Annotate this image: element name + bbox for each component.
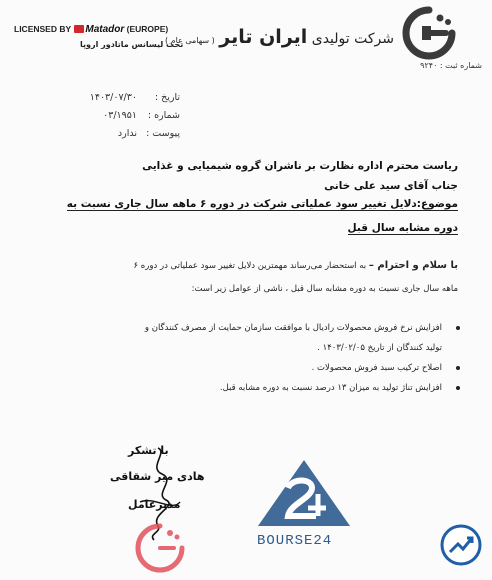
bullet-icon: [456, 326, 460, 330]
attachment-value: ندارد: [117, 128, 137, 139]
license-prefix: LICENSED BY: [14, 24, 71, 34]
body-line-2: ماهه سال جاری نسبت به دوره مشابه سال قبل ، ناشی از عوامل زیر است:: [191, 284, 458, 294]
bullet-icon: [456, 366, 460, 370]
number-label: شماره :: [147, 110, 180, 121]
bullet-icon: [456, 386, 460, 390]
attachment-row: [118, 128, 180, 139]
list-item-text: افزایش نرخ فروش محصولات رادیال با موافقت سازمان حمایت از مصرف کنندگان و: [144, 323, 442, 333]
list-item: [145, 378, 442, 398]
attachment-label: پیوست :: [146, 128, 180, 139]
signature-title: مدیرعامل: [128, 498, 181, 511]
addressee-line-1: ریاست محترم اداره نظارت بر ناشران گروه شیمیایی و غذایی: [142, 160, 458, 172]
watermark-text: BOURSE24: [257, 533, 333, 549]
number-row: [103, 110, 180, 121]
subject-text-1: موضوع:دلایل تغییر سود عملیاتی شرکت در دوره ۶ ماهه سال جاری نسبت به: [66, 198, 458, 210]
body-text-1: به استحضار می‌رساند مهمترین دلایل تغییر سود عملیاتی در دوره ۶: [133, 261, 367, 271]
license-region: (EUROPE): [126, 24, 169, 34]
signature-thanks: با تشکر: [128, 444, 169, 457]
license-persian: تحت لیسانس ماتادور اروپا: [80, 40, 184, 49]
company-prefix: شرکت تولیدی: [311, 31, 394, 47]
number-value: ۰۳/۱۹۵۱: [103, 110, 137, 121]
license-line: [14, 24, 168, 35]
subject-line-2: دوره مشابه سال قبل: [347, 222, 458, 234]
list-item: [145, 318, 442, 338]
date-value: ۱۴۰۳/۰۷/۳۰: [89, 92, 137, 103]
license-brand: Matador: [85, 24, 125, 35]
registration-number: شماره ثبت : ۹۲۴۰: [420, 61, 482, 70]
company-name: [165, 26, 394, 48]
matador-logo-icon: [74, 25, 84, 33]
company-title: ایران تایر: [219, 26, 308, 48]
list-item-continuation: [145, 338, 442, 358]
date-label: تاریخ :: [154, 92, 180, 103]
body-line-1: [134, 260, 458, 271]
iran-tire-logo-icon: [402, 6, 456, 60]
chart-badge-icon: [440, 524, 482, 566]
company-type: ( سهامی عام ): [164, 36, 215, 45]
list-item-text: تولید کنندگان از تاریخ ۱۴۰۳/۰۲/۰۵ .: [317, 343, 442, 353]
list-item-text: اصلاح ترکیب سبد فروش محصولات .: [311, 363, 442, 373]
reasons-list: [145, 318, 442, 398]
addressee-line-2: جناب آقای سید علی خانی: [324, 180, 458, 192]
signature-name: هادی میر شقاقی: [110, 470, 205, 483]
list-item: [145, 358, 442, 378]
greeting: با سلام و احترام –: [368, 260, 458, 271]
subject-line-1: [67, 198, 458, 210]
list-item-text: افزایش تناژ تولید به میزان ۱۳ درصد نسبت به دوره مشابه قبل.: [219, 383, 442, 393]
date-row: [90, 92, 180, 103]
company-stamp-icon: [134, 522, 186, 574]
bourse24-logo-icon: [256, 458, 352, 528]
